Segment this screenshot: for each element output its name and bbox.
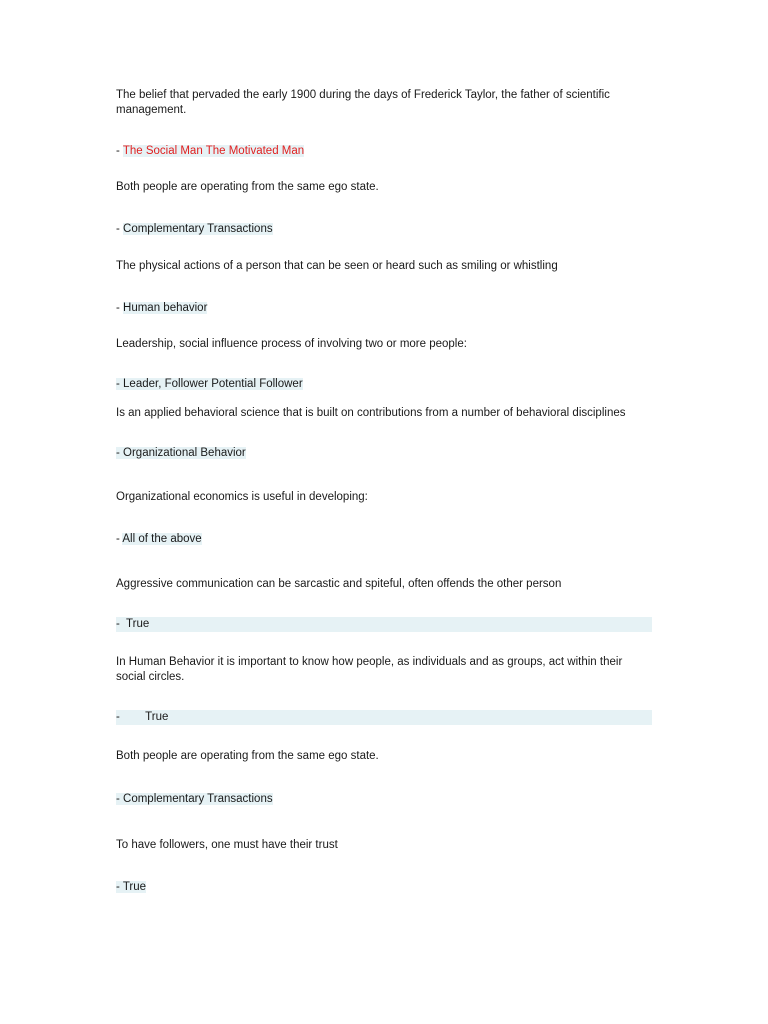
answer-4 [116,377,303,392]
answer-10 [116,880,146,895]
answer-10-text: - True [116,881,147,893]
question-5: Is an applied behavioral science that is built on contributions from a number of behavioral disciplines [116,407,626,419]
question-4: Leadership, social influence process of involving two or more people: [116,338,467,350]
answer-2 [116,222,273,237]
question-9: Both people are operating from the same ego state. [116,750,379,762]
answer-3 [116,301,207,316]
answer-7: - True [116,617,652,632]
answer-3-text: Human behavior [123,302,208,314]
question-8: In Human Behavior it is important to know how people, as individuals and as groups, act within their social circles. [116,656,623,683]
answer-1-dash: - [116,145,123,157]
answer-2-text: Complementary Transactions [123,223,273,235]
answer-1 [116,144,304,159]
answer-3-dash: - [116,302,124,314]
answer-6 [116,532,202,547]
answer-9 [116,792,273,807]
question-2: Both people are operating from the same ego state. [116,181,379,193]
answer-1-text: The Social Man The Motivated Man [122,145,305,157]
answer-5 [116,446,246,461]
answer-6-text: All of the above [122,533,202,545]
question-7: Aggressive communication can be sarcastic and spiteful, often offends the other person [116,578,562,590]
question-6: Organizational economics is useful in developing: [116,491,368,503]
answer-5-text: - Organizational Behavior [116,447,246,459]
question-10: To have followers, one must have their trust [116,839,338,851]
question-1: The belief that pervaded the early 1900 during the days of Frederick Taylor, the father of scientific management. [116,89,610,116]
answer-9-text: - Complementary Transactions [116,793,273,805]
question-3: The physical actions of a person that can be seen or heard such as smiling or whistling [116,260,558,272]
answer-8: - True [116,710,652,725]
answer-4-text: - Leader, Follower Potential Follower [116,378,303,390]
answer-6-dash: - [116,533,123,545]
answer-2-dash: - [116,223,124,235]
